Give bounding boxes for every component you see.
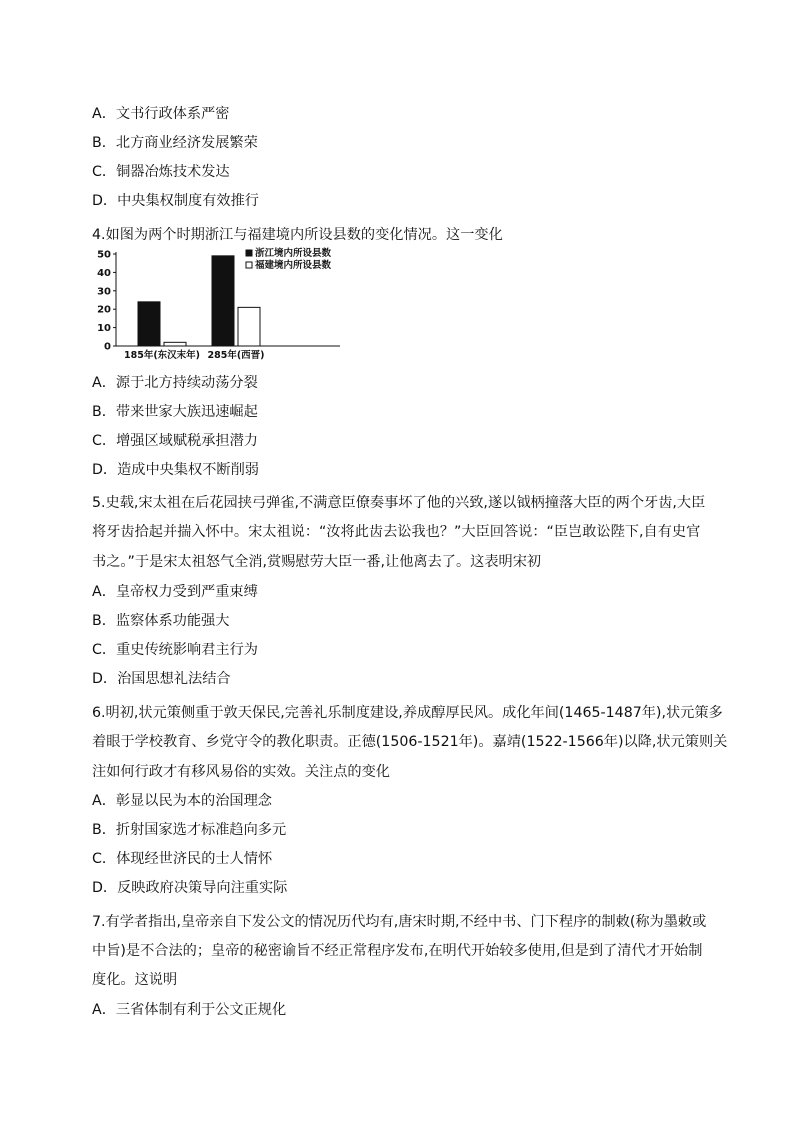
q4-option-a: A．源于北方持续动荡分裂 — [92, 375, 258, 391]
q5-option-a: A．皇帝权力受到严重束缚 — [92, 584, 258, 600]
q6-stem-line-2: 着眼于学校教育、乡党守令的教化职责。正德(1506-1521年)。嘉靖(1522-1566年)以降,状元策则关 — [92, 734, 728, 750]
q7-stem-line-3: 度化。这说明 — [92, 972, 178, 988]
q4-option-b: B．带来世家大族迅速崛起 — [92, 404, 258, 420]
q5-stem-line-3: 书之。”于是宋太祖怒气全消,赏赐慰劳大臣一番,让他离去了。这表明宋初 — [92, 554, 542, 570]
q3-option-b: B．北方商业经济发展繁荣 — [92, 135, 258, 151]
bar-zhejiang — [212, 256, 234, 346]
county-bar-chart — [92, 246, 352, 366]
bar-fujian — [238, 307, 260, 346]
q6-option-a: A．彰显以民为本的治国理念 — [92, 793, 272, 809]
y-tick-label: 10 — [97, 323, 111, 335]
q5-option-c: C．重史传统影响君主行为 — [92, 642, 258, 658]
q7-option-a: A．三省体制有利于公文正规化 — [92, 1002, 287, 1018]
q3-option-c: C．铜器冶炼技术发达 — [92, 164, 230, 180]
q4-stem: 4.如图为两个时期浙江与福建境内所设县数的变化情况。这一变化 — [92, 227, 503, 243]
bar-fujian — [164, 342, 186, 346]
q5-stem-line-1: 5.史载,宋太祖在后花园挟弓弹雀,不满意臣僚奏事坏了他的兴致,遂以钺柄撞落大臣的两个牙齿,大臣 — [92, 495, 706, 511]
q7-stem-line-1: 7.有学者指出,皇帝亲自下发公文的情况历代均有,唐宋时期,不经中书、门下程序的制敕(称为墨敕或 — [92, 914, 707, 930]
q6-option-c: C．体现经世济民的士人情怀 — [92, 851, 273, 867]
y-tick-label: 20 — [97, 304, 111, 316]
q6-option-d: D．反映政府决策导向注重实际 — [92, 880, 288, 896]
q4-option-d: D．造成中央集权不断削弱 — [92, 462, 259, 478]
q6-stem-line-1: 6.明初,状元策侧重于敦天保民,完善礼乐制度建设,养成醇厚民风。成化年间(1465-1487年),状元策多 — [92, 705, 723, 721]
y-tick-label: 50 — [97, 249, 111, 261]
q5-option-b: B．监察体系功能强大 — [92, 613, 230, 629]
y-tick-label: 40 — [97, 267, 111, 279]
q3-option-d: D．中央集权制度有效推行 — [92, 193, 259, 209]
legend-label: 浙江境内所设县数 — [255, 248, 332, 259]
x-tick-label: 185年(东汉末年) — [123, 350, 201, 361]
chart-svg — [92, 246, 352, 366]
y-tick-label: 30 — [97, 286, 111, 298]
bar-zhejiang — [138, 302, 160, 346]
q7-stem-line-2: 中旨)是不合法的；皇帝的秘密谕旨不经正常程序发布,在明代开始较多使用,但是到了清代才开始制 — [92, 943, 703, 959]
q6-option-b: B．折射国家选才标准趋向多元 — [92, 822, 287, 838]
x-tick-label: 285年(西晋) — [207, 350, 265, 361]
legend-swatch — [246, 262, 252, 268]
legend-label: 福建境内所设县数 — [255, 260, 332, 271]
q4-option-c: C．增强区域赋税承担潜力 — [92, 433, 258, 449]
q5-stem-line-2: 将牙齿拾起并揣入怀中。宋太祖说：“汝将此齿去讼我也？”大臣回答说：“臣岂敢讼陛下,自有史官 — [92, 524, 701, 540]
q3-option-a: A．文书行政体系严密 — [92, 106, 230, 122]
legend-swatch — [246, 250, 252, 256]
y-tick-label: 0 — [104, 341, 111, 353]
q5-option-d: D．治国思想礼法结合 — [92, 671, 231, 687]
q6-stem-line-3: 注如何行政才有移风易俗的实效。关注点的变化 — [92, 764, 390, 780]
